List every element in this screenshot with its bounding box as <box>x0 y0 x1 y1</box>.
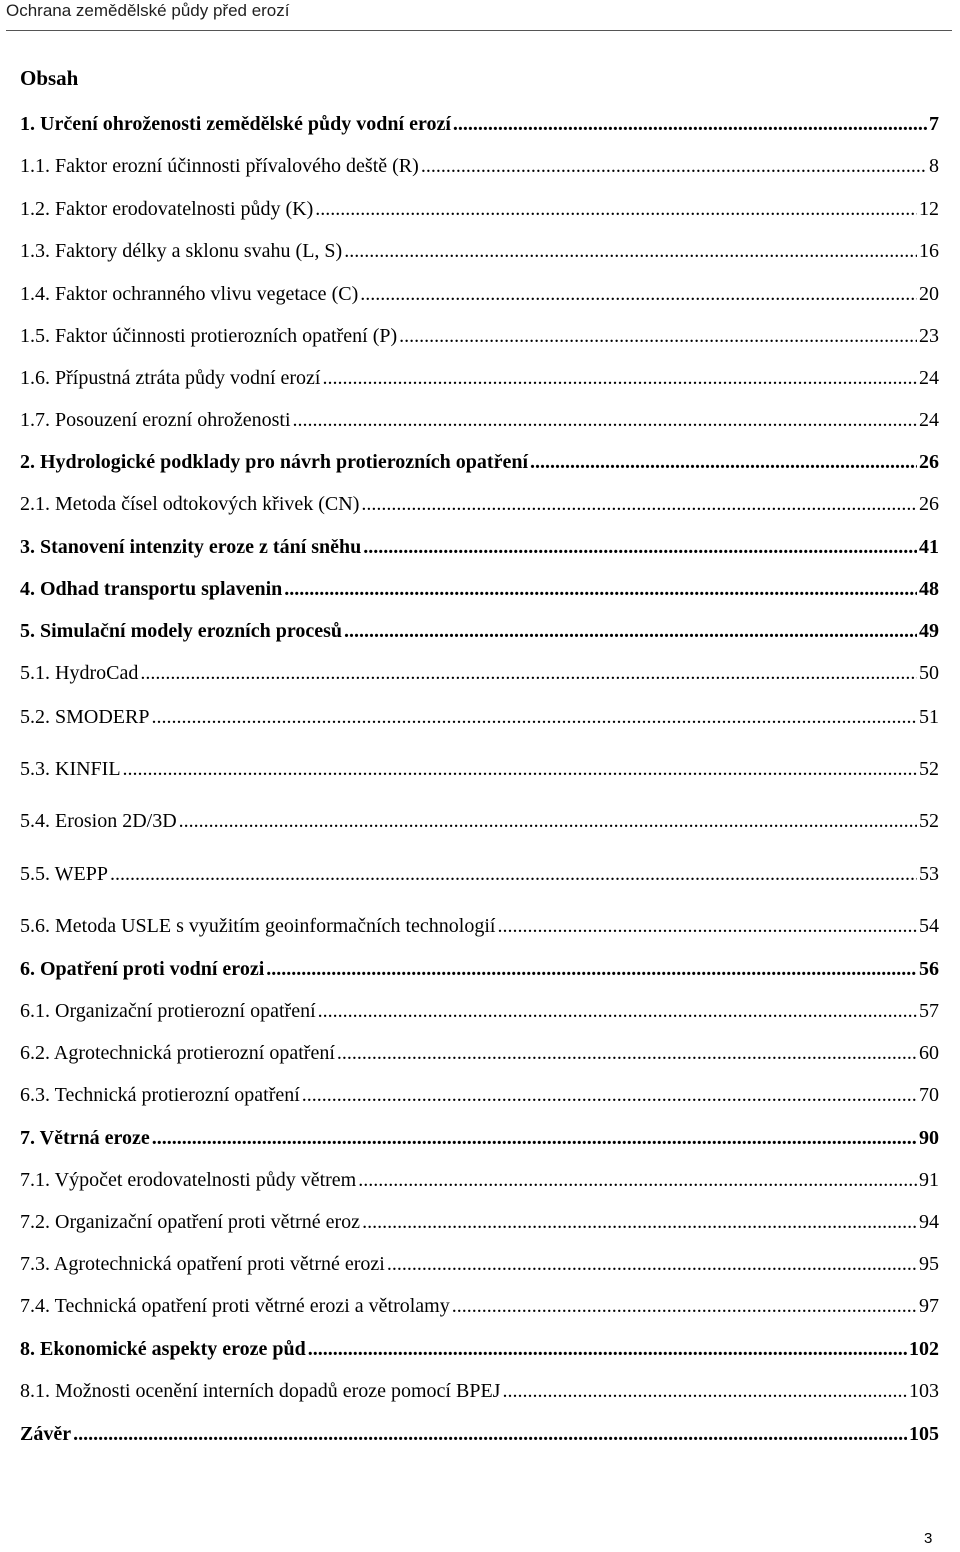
toc-dot-leader <box>318 997 917 1025</box>
toc-entry[interactable] <box>20 955 939 983</box>
toc-entry[interactable] <box>20 110 939 138</box>
toc-dot-leader <box>284 575 917 603</box>
toc-entry[interactable] <box>20 490 939 518</box>
toc-entry-title: 5.2. SMODERP <box>20 706 150 728</box>
toc-dot-leader <box>362 1208 917 1236</box>
toc-dot-leader <box>358 1166 917 1194</box>
toc-dot-leader <box>266 955 917 983</box>
toc-entry-page: 23 <box>919 325 939 347</box>
toc-entry[interactable] <box>20 237 939 265</box>
toc-entry-title: 8. Ekonomické aspekty eroze půd <box>20 1338 306 1360</box>
toc-entry-title: 4. Odhad transportu splavenin <box>20 578 283 600</box>
toc-entry-title: 1.6. Přípustná ztráta půdy vodní erozí <box>20 367 321 389</box>
toc-dot-leader <box>179 807 917 835</box>
toc-entry-title: 1.1. Faktor erozní účinnosti přívalového deště (R) <box>20 155 419 177</box>
toc-dot-leader <box>73 1420 907 1448</box>
toc-entry-page: 95 <box>919 1253 939 1275</box>
toc-entry-page: 57 <box>919 1000 939 1022</box>
toc-entry-title: 5.4. Erosion 2D/3D <box>20 810 177 832</box>
toc-entry-page: 91 <box>919 1169 939 1191</box>
toc-entry-page: 12 <box>919 198 939 220</box>
toc-entry-page: 20 <box>919 283 939 305</box>
toc-entry-page: 49 <box>919 620 939 642</box>
toc-entry[interactable] <box>20 860 939 888</box>
toc-entry-page: 8 <box>929 155 939 177</box>
toc-dot-leader <box>337 1039 917 1067</box>
toc-entry-title: 5. Simulační modely erozních procesů <box>20 620 343 642</box>
toc-entry-page: 48 <box>919 578 939 600</box>
toc-entry-title: Závěr <box>20 1423 72 1445</box>
toc-entry[interactable] <box>20 1166 939 1194</box>
toc-entry-title: 1.3. Faktory délky a sklonu svahu (L, S) <box>20 240 343 262</box>
toc-dot-leader <box>302 1081 917 1109</box>
toc-entry[interactable] <box>20 755 939 783</box>
toc-entry-title: 7.4. Technická opatření proti větrné erozi a větrolamy <box>20 1295 450 1317</box>
toc-entry-title: 2.1. Metoda čísel odtokových křivek (CN) <box>20 493 360 515</box>
toc-dot-leader <box>363 533 917 561</box>
toc-entry[interactable] <box>20 997 939 1025</box>
toc-entry-page: 26 <box>919 451 939 473</box>
toc-entry-page: 7 <box>929 113 939 135</box>
toc-entry-page: 52 <box>919 758 939 780</box>
toc-entry-title: 5.5. WEPP <box>20 863 108 885</box>
toc-entry-title: 7.1. Výpočet erodovatelnosti půdy větrem <box>20 1169 357 1191</box>
toc-entry-page: 24 <box>919 409 939 431</box>
toc-entry-title: 6.3. Technická protierozní opatření <box>20 1084 300 1106</box>
toc-dot-leader <box>421 152 927 180</box>
toc-entry-page: 51 <box>919 706 939 728</box>
toc-entry-page: 94 <box>919 1211 939 1233</box>
toc-entry-page: 103 <box>909 1380 939 1402</box>
toc-entry-title: 7. Větrná eroze <box>20 1127 150 1149</box>
toc-entry-page: 53 <box>919 863 939 885</box>
toc-dot-leader <box>323 364 918 392</box>
toc-entry[interactable] <box>20 1335 939 1363</box>
toc-entry-title: 5.1. HydroCad <box>20 662 139 684</box>
toc-dot-leader <box>110 860 917 888</box>
toc-entry-page: 50 <box>919 662 939 684</box>
toc-entry-title: 1.4. Faktor ochranného vlivu vegetace (C) <box>20 283 359 305</box>
toc-dot-leader <box>361 490 917 518</box>
toc-entry[interactable] <box>20 152 939 180</box>
toc-dot-leader <box>123 755 917 783</box>
toc-entry[interactable] <box>20 912 939 940</box>
toc-dot-leader <box>140 659 917 687</box>
toc-dot-leader <box>344 237 917 265</box>
toc-entry-page: 56 <box>919 958 939 980</box>
toc-entry[interactable] <box>20 1208 939 1236</box>
toc-entry[interactable] <box>20 1081 939 1109</box>
toc-dot-leader <box>387 1250 917 1278</box>
toc-entry-page: 97 <box>919 1295 939 1317</box>
header-divider <box>6 30 952 31</box>
toc-entry-page: 102 <box>909 1338 939 1360</box>
toc-dot-leader <box>453 110 927 138</box>
running-header: Ochrana zemědělské půdy před erozí <box>6 1 290 20</box>
toc-entry[interactable] <box>20 406 939 434</box>
toc-entry-title: 1.5. Faktor účinnosti protierozních opatření (P) <box>20 325 398 347</box>
toc-entry[interactable] <box>20 280 939 308</box>
toc-entry-title: 2. Hydrologické podklady pro návrh protierozních opatření <box>20 451 529 473</box>
toc-entry[interactable] <box>20 807 939 835</box>
toc-entry-title: 5.3. KINFIL <box>20 758 121 780</box>
toc-dot-leader <box>452 1292 917 1320</box>
toc-entry-title: 6. Opatření proti vodní erozi <box>20 958 265 980</box>
toc-dot-leader <box>344 617 917 645</box>
toc-entry-title: 3. Stanovení intenzity eroze z tání sněhu <box>20 536 362 558</box>
toc-entry-page: 60 <box>919 1042 939 1064</box>
toc-entry[interactable] <box>20 575 939 603</box>
toc-entry-page: 54 <box>919 915 939 937</box>
toc-entry-title: 1.2. Faktor erodovatelnosti půdy (K) <box>20 198 314 220</box>
toc-entry-title: 8.1. Možnosti ocenění interních dopadů eroze pomocí BPEJ <box>20 1380 501 1402</box>
toc-entry[interactable] <box>20 1292 939 1320</box>
page-number: 3 <box>924 1530 933 1547</box>
toc-dot-leader <box>293 406 918 434</box>
toc-entry-page: 52 <box>919 810 939 832</box>
toc-entry-title: 1. Určení ohroženosti zemědělské půdy vodní erozí <box>20 113 451 135</box>
toc-entry-title: 1.7. Posouzení erozní ohroženosti <box>20 409 291 431</box>
toc-dot-leader <box>152 1124 917 1152</box>
toc-entry[interactable] <box>20 1377 939 1405</box>
toc-entry-page: 105 <box>909 1423 939 1445</box>
toc-entry-page: 70 <box>919 1084 939 1106</box>
toc-entry[interactable] <box>20 364 939 392</box>
toc-entry-page: 16 <box>919 240 939 262</box>
toc-entry-title: 6.2. Agrotechnická protierozní opatření <box>20 1042 335 1064</box>
toc-dot-leader <box>360 280 917 308</box>
toc-entry[interactable] <box>20 1039 939 1067</box>
toc-entry[interactable] <box>20 703 939 731</box>
toc-dot-leader <box>497 912 917 940</box>
toc-entry-title: 7.3. Agrotechnická opatření proti větrné erozi <box>20 1253 385 1275</box>
toc-entry-page: 26 <box>919 493 939 515</box>
toc-entry[interactable] <box>20 1420 939 1448</box>
toc-entry[interactable] <box>20 1250 939 1278</box>
toc-entry[interactable] <box>20 659 939 687</box>
toc-entry[interactable] <box>20 617 939 645</box>
toc-dot-leader <box>399 322 917 350</box>
toc-dot-leader <box>151 703 917 731</box>
toc-entry-page: 41 <box>919 536 939 558</box>
toc-entry[interactable] <box>20 448 939 476</box>
toc-entry-page: 24 <box>919 367 939 389</box>
toc-entry-title: 6.1. Organizační protierozní opatření <box>20 1000 316 1022</box>
toc-entry[interactable] <box>20 1124 939 1152</box>
toc-entry[interactable] <box>20 195 939 223</box>
toc-heading: Obsah <box>20 66 79 90</box>
toc-dot-leader <box>308 1335 907 1363</box>
toc-entry[interactable] <box>20 533 939 561</box>
toc-entry-page: 90 <box>919 1127 939 1149</box>
toc-dot-leader <box>502 1377 907 1405</box>
toc-entry[interactable] <box>20 322 939 350</box>
toc-entry-title: 5.6. Metoda USLE s využitím geoinformačních technologií <box>20 915 496 937</box>
toc-dot-leader <box>530 448 917 476</box>
toc-dot-leader <box>315 195 917 223</box>
toc-entry-title: 7.2. Organizační opatření proti větrné eroz <box>20 1211 361 1233</box>
